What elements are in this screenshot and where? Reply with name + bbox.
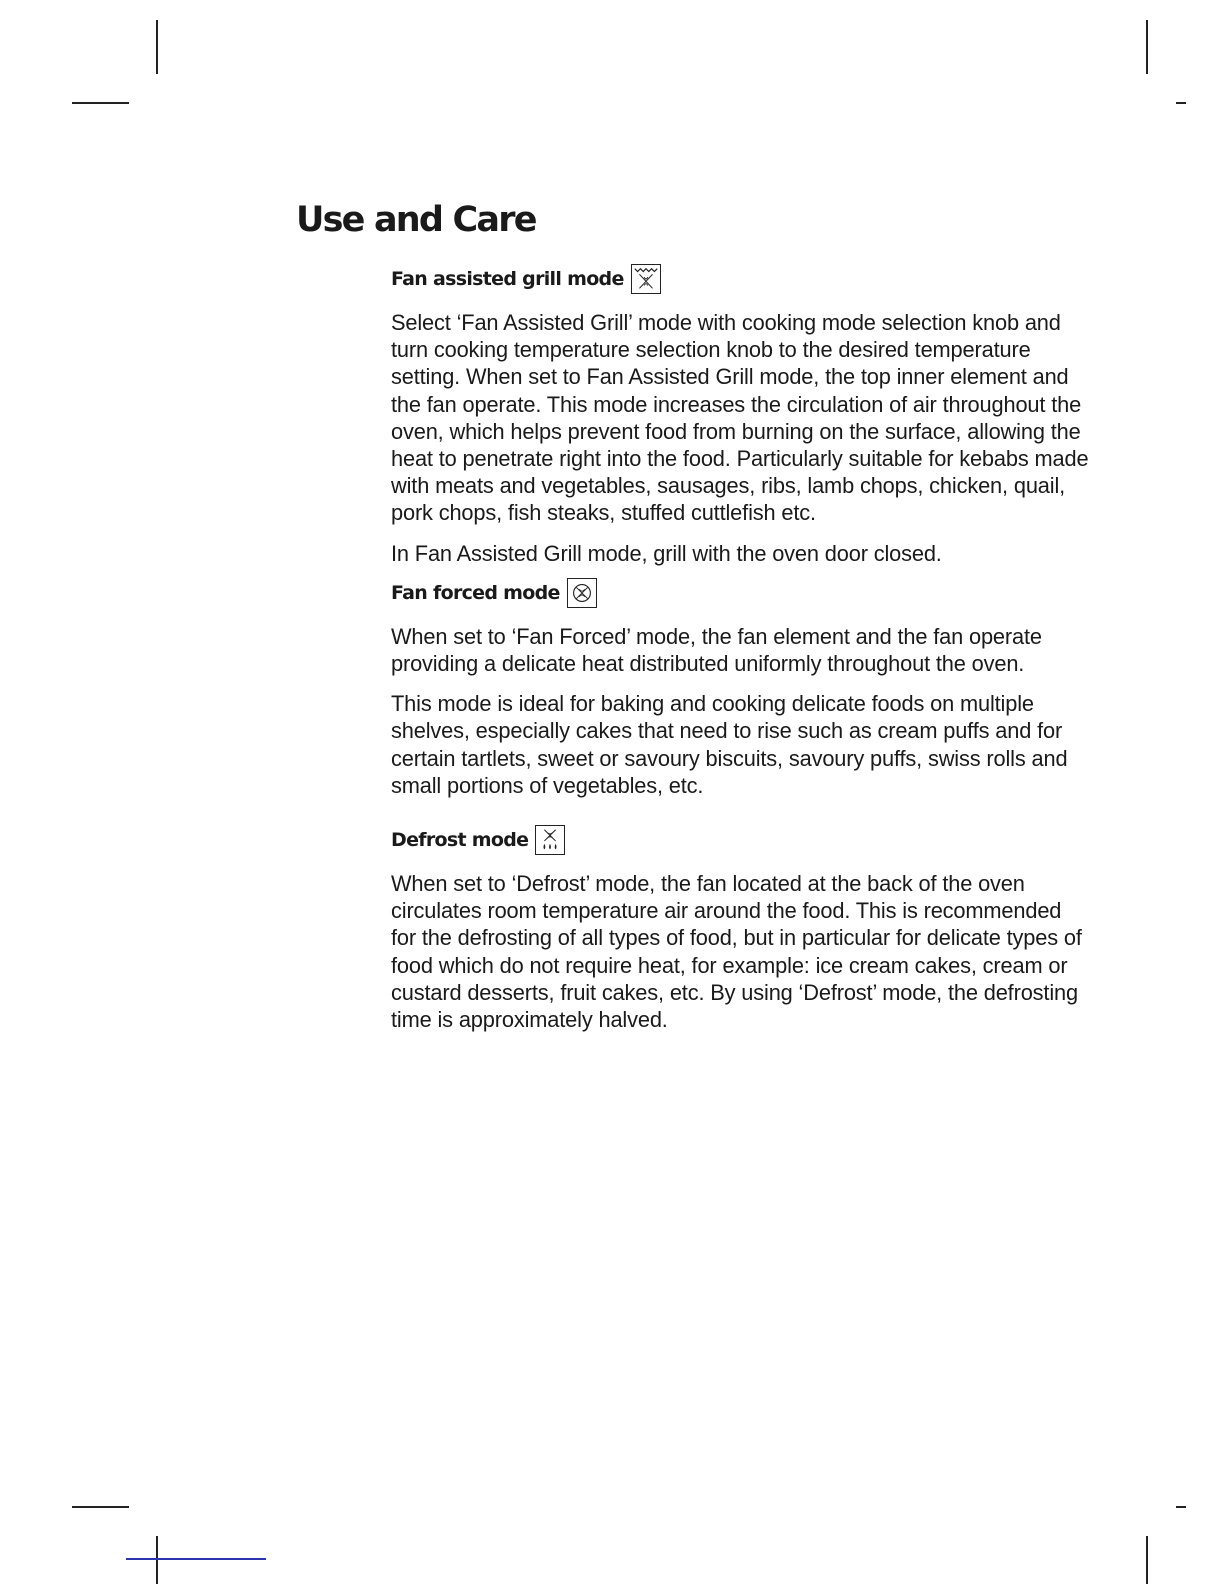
section-defrost [391,823,1091,1033]
crop-mark-bottom-left-vertical [156,1536,158,1584]
crop-mark-bottom-right-vertical [1146,1536,1148,1584]
crop-mark-bottom-right-horizontal [1176,1506,1186,1508]
defrost-icon [535,825,565,855]
paragraph: When set to ‘Fan Forced’ mode, the fan element and the fan operate providing a delicate heat distributed uniformly throughout the oven. [391,623,1042,677]
paragraph: This mode is ideal for baking and cooking delicate foods on multiple shelves, especially cakes that need to rise such as cream puffs and for certain tartlets, sweet or savoury biscuits, savoury puffs, swiss rolls and small portions of vegetables, etc. [391,691,1068,798]
crop-mark-top-left-horizontal [72,102,129,104]
document-body [391,262,1091,1033]
page-title: Use and Care [296,200,536,240]
section-heading [391,576,1091,610]
section-heading [391,262,1091,296]
section-heading-text: Fan forced mode [391,581,560,604]
section-fan-assisted-grill [391,262,1091,567]
fan-assisted-grill-icon [631,264,661,294]
crop-mark-top-left-vertical [156,20,158,74]
paragraph: In Fan Assisted Grill mode, grill with the oven door closed. [391,540,942,566]
paragraph: Select ‘Fan Assisted Grill’ mode with cooking mode selection knob and turn cooking temperature selection knob to the desired temperature setting. When set to Fan Assisted Grill mode, the top inner element and the fan operate. This mode increases the circulation of air throughout the oven, which helps prevent food from burning on the surface, allowing the heat to penetrate right into the food. Particularly suitable for kebabs made with meats and vegetables, sausages, ribs, lamb chops, chicken, quail, pork chops, fish steaks, stuffed cuttlefish etc. [391,310,1089,526]
crop-mark-bottom-left-horizontal [72,1506,129,1508]
section-heading-text: Fan assisted grill mode [391,268,624,290]
paragraph: When set to ‘Defrost’ mode, the fan located at the back of the oven circulates room temperature air around the food. This is recommended for the defrosting of all types of food, but in particular for delicate types of food which do not require heat, for example: ice cream cakes, cream or custard desserts, fruit cakes, etc. By using ‘Defrost’ mode, the defrosting time is approximately halved. [391,871,1082,1033]
section-fan-forced [391,576,1091,799]
crop-mark-top-right-horizontal [1176,102,1186,104]
fan-forced-icon [567,578,597,608]
crop-mark-top-right-vertical [1146,20,1148,74]
section-heading [391,823,1091,857]
section-heading-text: Defrost mode [391,829,529,852]
crop-mark-bottom-left-blue-line [126,1558,266,1560]
